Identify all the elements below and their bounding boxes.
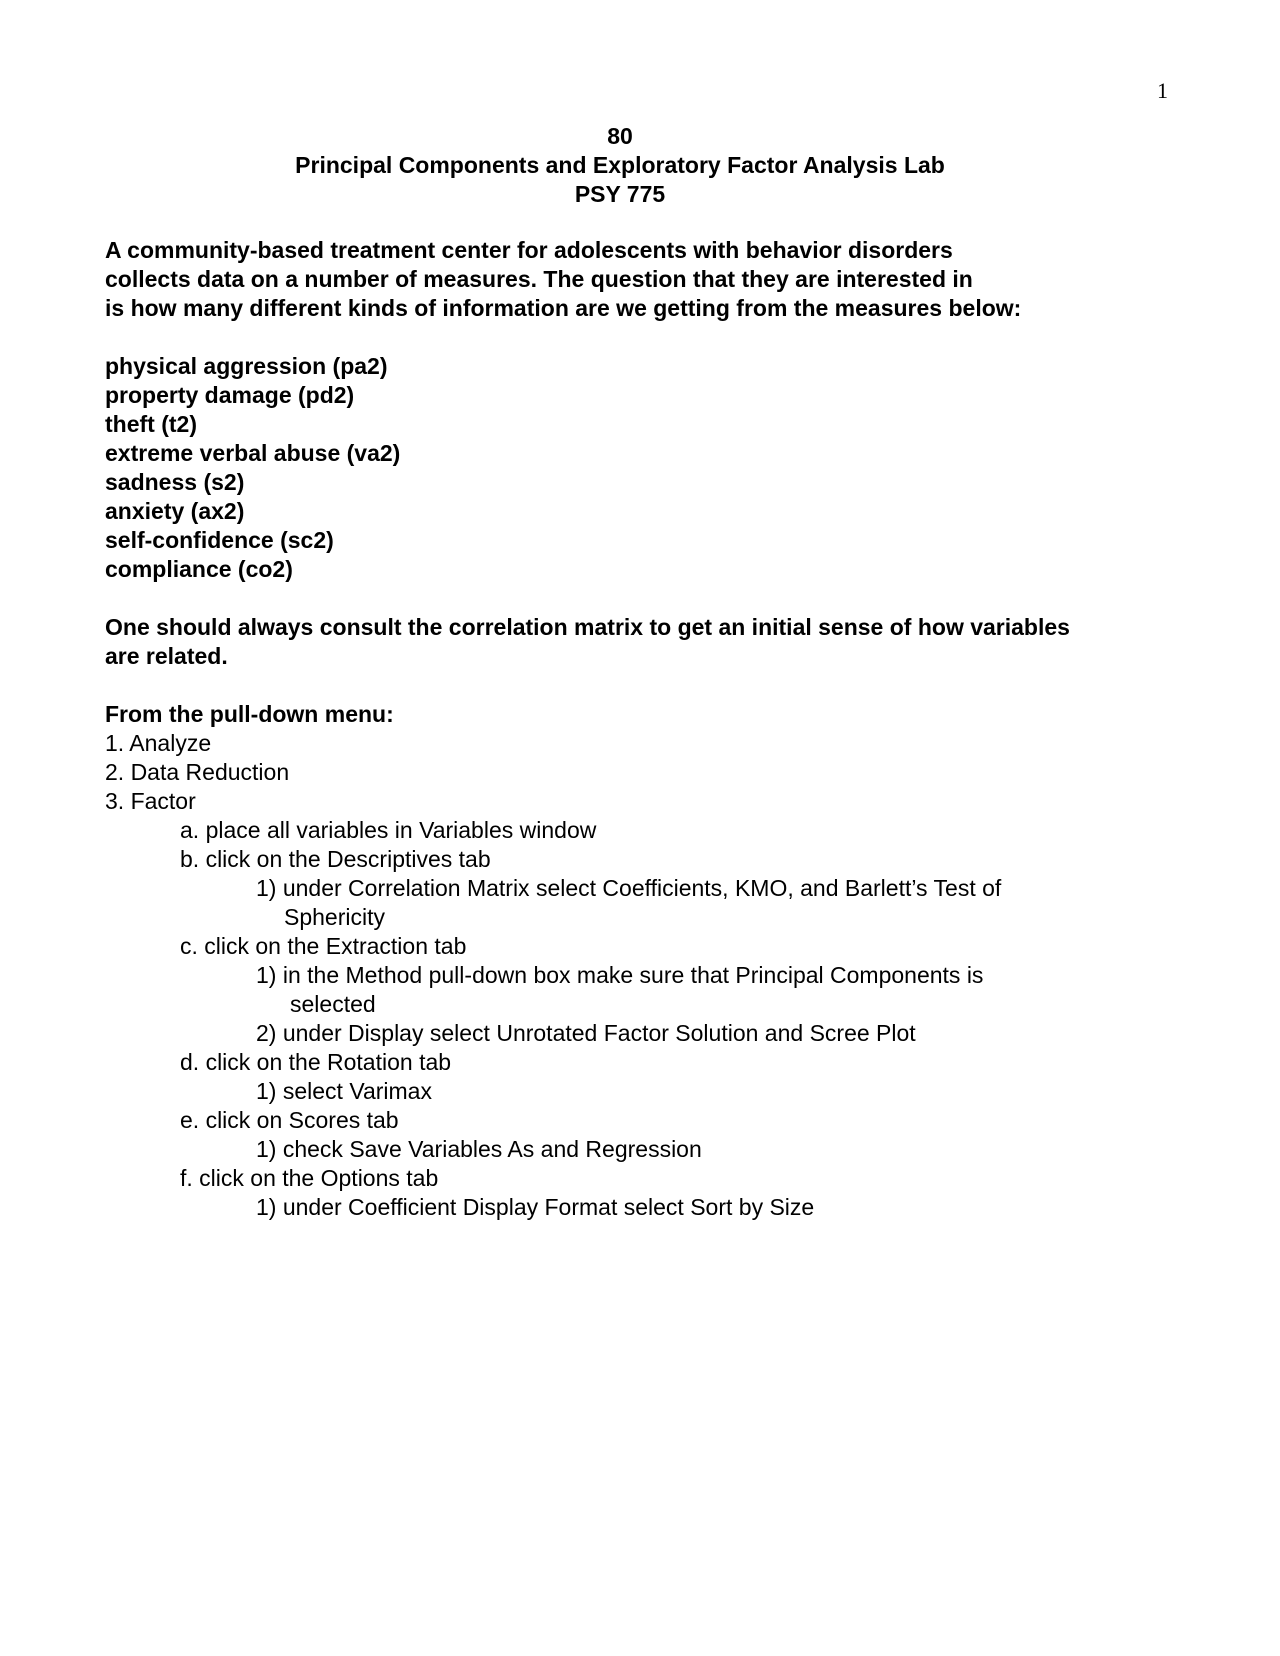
intro-paragraph — [105, 236, 1185, 323]
intro-line: is how many different kinds of information are we getting from the measures below: — [105, 295, 1022, 321]
substep-e: e. click on Scores tab — [180, 1107, 399, 1133]
substep-d1: 1) select Varimax — [256, 1078, 432, 1104]
step-data-reduction: 2. Data Reduction — [105, 759, 290, 785]
measure-item: physical aggression (pa2) — [105, 353, 388, 379]
measure-item: self-confidence (sc2) — [105, 527, 334, 553]
intro-line: collects data on a number of measures. The question that they are interested in — [105, 266, 973, 292]
substep-c: c. click on the Extraction tab — [180, 933, 467, 959]
substep-c1: 1) in the Method pull-down box make sure that Principal Components is — [256, 962, 984, 988]
document-title — [0, 122, 1280, 209]
measure-item: sadness (s2) — [105, 469, 245, 495]
measures-list — [105, 352, 1185, 584]
note-line: are related. — [105, 643, 228, 669]
substep-b1-continued: Sphericity — [284, 904, 385, 930]
substep-d: d. click on the Rotation tab — [180, 1049, 452, 1075]
step-factor: 3. Factor — [105, 788, 196, 814]
substep-b1: 1) under Correlation Matrix select Coefficients, KMO, and Barlett’s Test of — [256, 875, 1002, 901]
measure-item: property damage (pd2) — [105, 382, 355, 408]
title-main: Principal Components and Exploratory Factor Analysis Lab — [295, 152, 945, 178]
intro-line: A community-based treatment center for adolescents with behavior disorders — [105, 237, 953, 263]
measure-item: compliance (co2) — [105, 556, 293, 582]
title-course: PSY 775 — [574, 181, 666, 207]
title-number: 80 — [607, 123, 633, 149]
substep-f: f. click on the Options tab — [180, 1165, 439, 1191]
substep-a: a. place all variables in Variables window — [180, 817, 597, 843]
document-body — [105, 236, 1185, 1222]
substep-f1: 1) under Coefficient Display Format select Sort by Size — [256, 1194, 815, 1220]
substep-c2: 2) under Display select Unrotated Factor Solution and Scree Plot — [256, 1020, 916, 1046]
measure-item: extreme verbal abuse (va2) — [105, 440, 401, 466]
note-line: One should always consult the correlation matrix to get an initial sense of how variables — [105, 614, 1070, 640]
measure-item: anxiety (ax2) — [105, 498, 245, 524]
measure-item: theft (t2) — [105, 411, 197, 437]
instructions-list — [105, 700, 1185, 1222]
step-analyze: 1. Analyze — [105, 730, 212, 756]
substep-e1: 1) check Save Variables As and Regression — [256, 1136, 702, 1162]
instructions-heading: From the pull-down menu: — [105, 701, 394, 727]
substep-c1-continued: selected — [290, 991, 376, 1017]
substep-b: b. click on the Descriptives tab — [180, 846, 491, 872]
page-number: 1 — [1157, 78, 1168, 103]
correlation-note — [105, 613, 1185, 671]
